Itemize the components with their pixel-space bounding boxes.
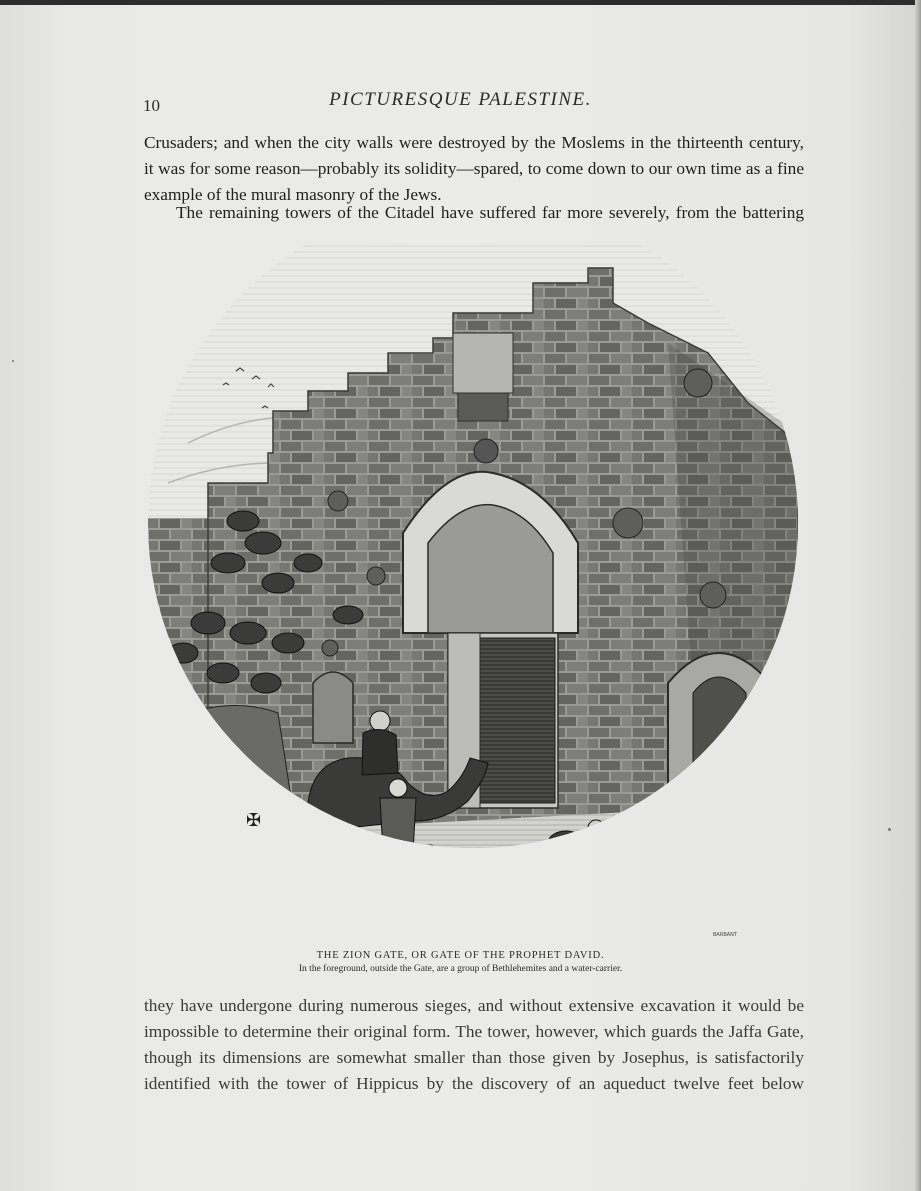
paper-speck [12,360,14,362]
paragraph-bottom [144,993,804,1097]
paragraph-top-1 [144,130,804,208]
page-right-edge [915,0,921,1191]
water-carrier [548,820,616,933]
rosette [613,508,643,538]
page-top-edge [0,0,921,5]
running-title: PICTURESQUE PALESTINE. [329,89,592,110]
engraver-mark: BARBANT [713,932,737,938]
rosette [700,582,726,608]
text-line: though its dimensions are somewhat smaller than those given by Josephus, is satisfactorily [144,1048,804,1067]
rosette [367,567,385,585]
page-number: 10 [143,96,160,115]
text-line: they have undergone during numerous sieges, and without extensive excavation it would be [144,996,804,1015]
caption-title: THE ZION GATE, OR GATE OF THE PROPHET DAVID. [316,950,605,961]
text-line: Crusaders; and when the city walls were destroyed by the Moslems in the thirteenth century, [144,133,804,152]
arch-right [668,653,770,803]
text-line: The remaining towers of the Citadel have suffered far more severely, from the battering [176,203,804,222]
rosette [328,491,348,511]
gate-door [480,638,555,803]
text-line: identified with the tower of Hippicus by the discovery of an aqueduct twelve feet below [144,1074,804,1093]
rosette [322,640,338,656]
text-line: it was for some reason—probably its solidity—spared, to come down to our own time as a fine [144,159,804,178]
small-arch-left [313,672,353,743]
zion-gate-engraving [148,243,798,943]
seated-figure [410,845,466,905]
caption-subtitle: In the foreground, outside the Gate, are a group of Bethlehemites and a water-carrier. [298,964,623,974]
water-jar [476,868,496,903]
standing-figure [380,779,416,908]
ground [238,803,798,943]
artist-monogram: ✠ [246,810,262,831]
text-line: impossible to determine their original form. The tower, however, which guards the Jaffa Gate, [144,1022,804,1041]
paper-speck [888,828,891,831]
rosette [684,369,712,397]
paragraph-top-2 [144,200,804,226]
text-line: example of the mural masonry of the Jews. [144,185,442,204]
